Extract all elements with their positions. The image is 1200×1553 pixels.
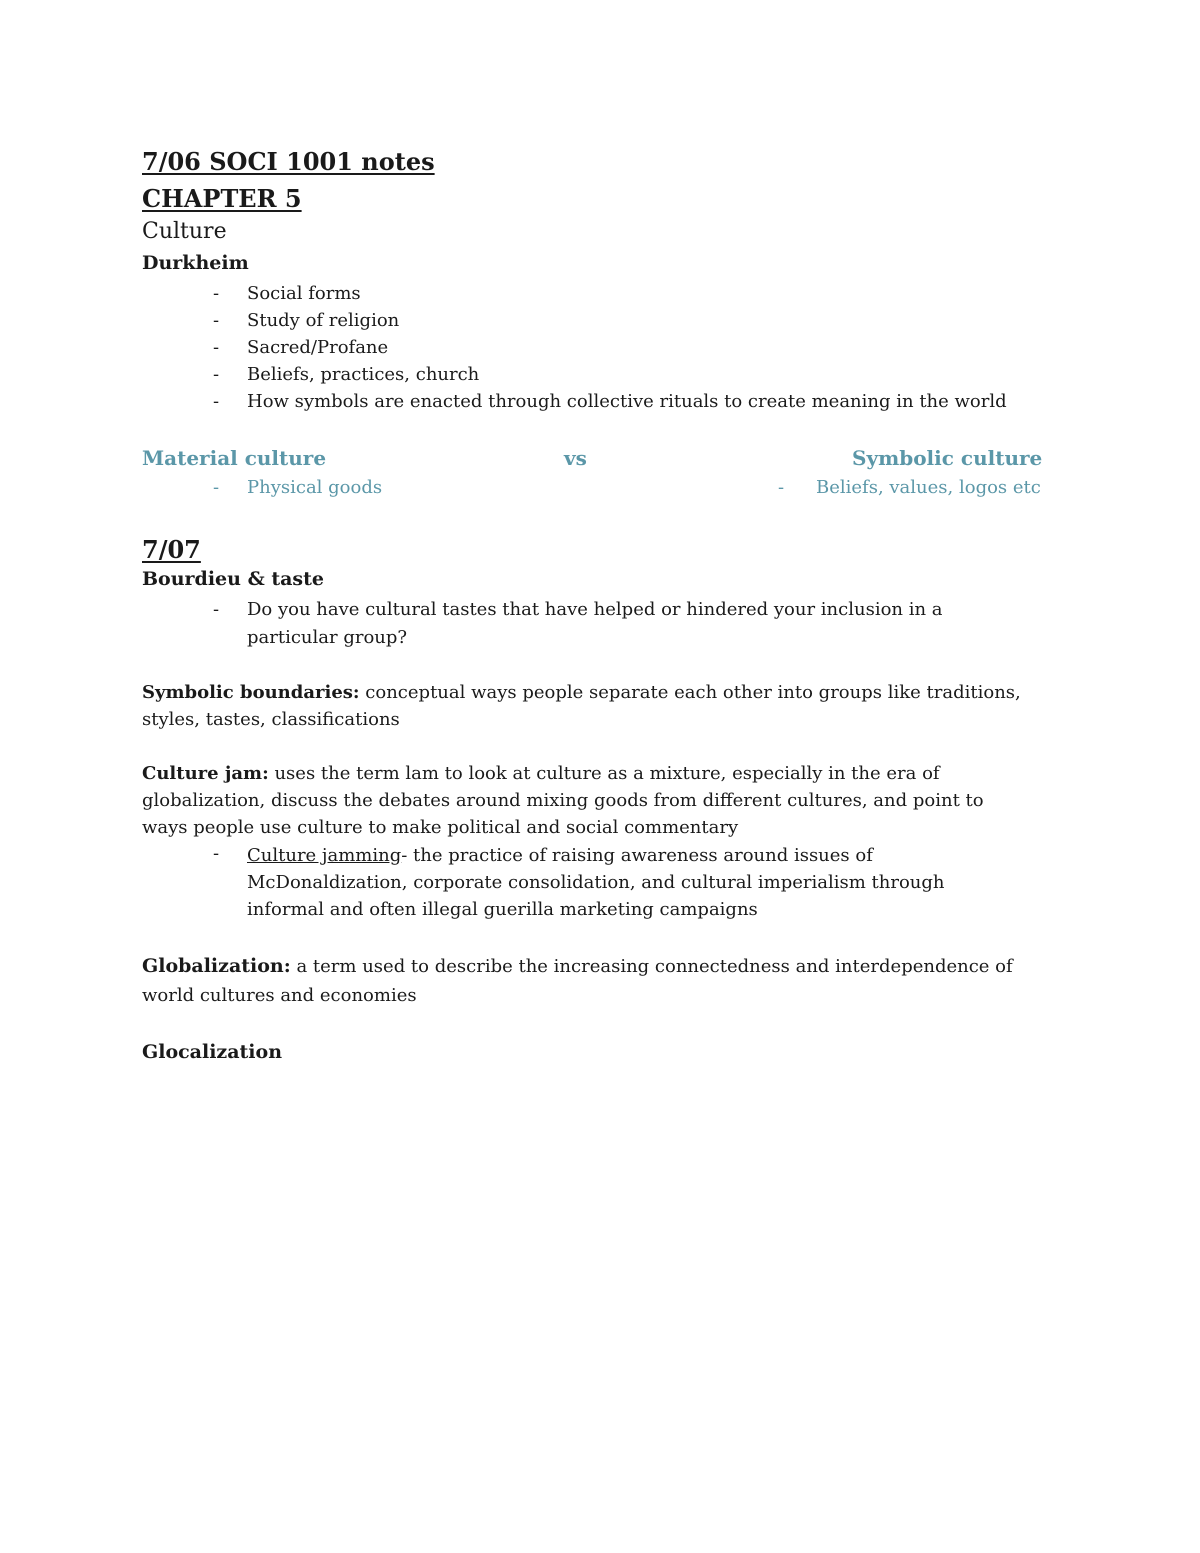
symbolic-culture-heading: Symbolic culture: [852, 446, 1043, 470]
glocalization-heading: Glocalization: [142, 1041, 283, 1063]
symbolic-boundaries-definition: [142, 679, 1022, 733]
bullet-dash: -: [213, 310, 220, 331]
topic-heading: Culture: [142, 219, 227, 244]
material-culture-item: Physical goods: [247, 477, 383, 498]
definition-text: uses the term lam to look at culture as a mixture, especially in the era of globalization, discuss the debates around mixing goods from different cultures, and point to ways people use culture to make political and social commentary: [142, 763, 984, 838]
symbolic-culture-item: Beliefs, values, logos etc: [816, 477, 1041, 498]
bullet-dash: -: [213, 337, 220, 358]
culture-jamming-term: Culture jamming: [247, 845, 402, 866]
definition-term: Culture jam:: [142, 763, 269, 784]
list-item: Study of religion: [247, 310, 400, 331]
globalization-definition: [142, 952, 1042, 1010]
culture-jamming-item: [247, 842, 992, 923]
question-line: Do you have cultural tastes that have helped or hindered your inclusion in a: [247, 599, 943, 620]
bullet-dash: -: [213, 477, 220, 498]
page-title: 7/06 SOCI 1001 notes: [142, 147, 435, 176]
bullet-dash: -: [778, 477, 785, 498]
definition-term: Globalization:: [142, 955, 291, 977]
bullet-dash: -: [213, 843, 220, 864]
definition-text: - the practice of raising awareness around issues of McDonaldization, corporate consolidation, and cultural imperialism through informal and often illegal guerilla marketing campaigns: [247, 845, 945, 920]
list-item: Social forms: [247, 283, 361, 304]
chapter-heading: CHAPTER 5: [142, 184, 302, 213]
section-heading-bourdieu: Bourdieu & taste: [142, 568, 324, 590]
bullet-dash: -: [213, 364, 220, 385]
bullet-dash: -: [213, 391, 220, 412]
definition-text: conceptual ways people separate each other into groups like traditions, styles, tastes, classifications: [142, 682, 1021, 730]
culture-jam-definition: [142, 760, 1022, 841]
versus-label: vs: [564, 446, 587, 470]
date-heading: 7/07: [142, 535, 201, 564]
definition-text: a term used to describe the increasing connectedness and interdependence of world cultures and economies: [142, 956, 1013, 1006]
material-culture-heading: Material culture: [142, 446, 327, 470]
definition-term: Symbolic boundaries:: [142, 682, 360, 703]
section-heading-durkheim: Durkheim: [142, 252, 249, 274]
list-item: How symbols are enacted through collective rituals to create meaning in the world: [247, 391, 1007, 412]
bullet-dash: -: [213, 283, 220, 304]
bullet-dash: -: [213, 599, 220, 620]
list-item: Sacred/Profane: [247, 337, 389, 358]
question-line: particular group?: [247, 627, 408, 648]
list-item: Beliefs, practices, church: [247, 364, 480, 385]
